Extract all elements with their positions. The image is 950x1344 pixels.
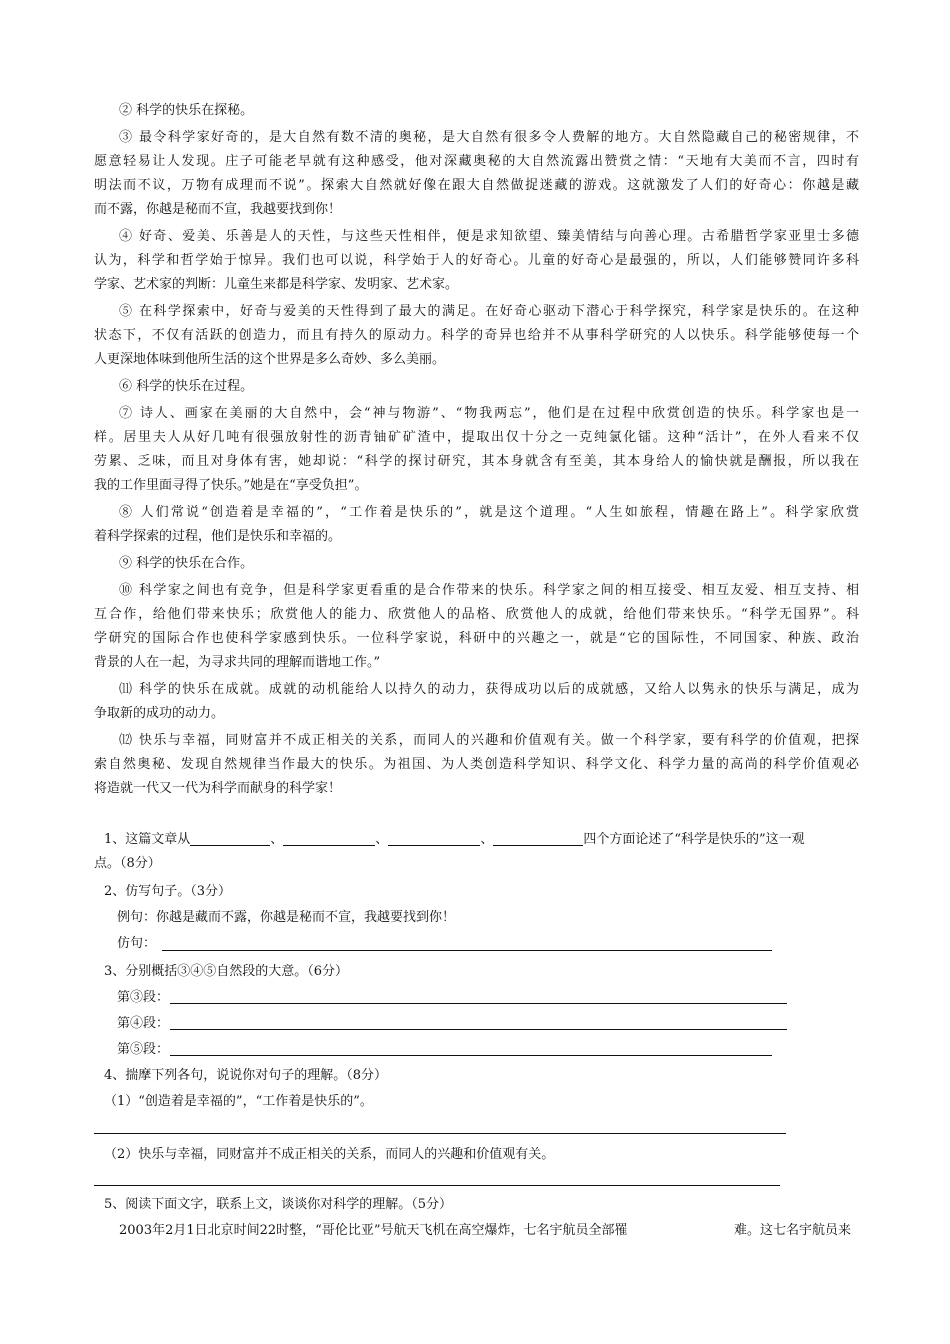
paragraph-3-line-2: 愿意轻易让人发现。庄子可能老早就有这种感受，他对深藏奥秘的大自然流露出赞赏之情：“天地有大美而不言，四时有 — [94, 154, 859, 169]
question-3-answer-line-5[interactable] — [170, 1055, 772, 1056]
paragraph-6: ⑥ 科学的快乐在过程。 — [119, 379, 254, 394]
paragraph-11-line-1: ⑾ 科学的快乐在成就。成就的动机能给人以持久的动力，获得成功以后的成就感，又给人以隽永的快乐与满足，成为 — [119, 682, 859, 697]
paragraph-3-line-4: 而不露，你越是秘而不宣，我越要找到你！ — [94, 202, 342, 217]
question-3-answer-line-3[interactable] — [170, 1003, 787, 1004]
paragraph-5-line-3: 人更深地体味到他所生活的这个世界是多么奇妙、多么美丽。 — [94, 352, 446, 367]
paragraph-5-line-1: ⑤ 在科学探索中，好奇与爱美的天性得到了最大的满足。在好奇心驱动下潜心于科学探究，科学家是快乐的。在这种 — [119, 304, 859, 319]
question-1 — [104, 828, 805, 852]
paragraph-2: ② 科学的快乐在探秘。 — [119, 103, 254, 118]
paragraph-8-line-2: 着科学探索的过程，他们是快乐和幸福的。 — [94, 529, 342, 544]
paragraph-7-line-1: ⑦ 诗人、画家在美丽的大自然中，会“神与物游”、“物我两忘”，他们是在过程中欣赏创造的快乐。科学家也是一 — [119, 406, 859, 421]
question-2-answer-label: 仿句： — [117, 936, 157, 951]
paragraph-7-line-3: 劳累、乏味，而且对身体有害，她却说：“科学的探讨研究，其本身就含有至美，其本身给人的愉快就是酬报，所以我在 — [94, 454, 859, 469]
paragraph-4-line-1: ④ 好奇、爱美、乐善是人的天性，与这些天性相伴，便是求知欲望、臻美情结与向善心理。古希腊哲学家亚里士多德 — [119, 229, 859, 244]
paragraph-11-line-2: 争取新的成功的动力。 — [94, 706, 225, 721]
paragraph-5-line-2: 状态下，不仅有活跃的创造力，而且有持久的原动力。科学的奇异也给并不从事科学研究的人以快乐。科学能够使每一个 — [94, 328, 859, 343]
question-2-title: 2、仿写句子。（3分） — [104, 884, 232, 899]
question-2-example: 例句：你越是藏而不露，你越是秘而不宣，我越要找到你！ — [117, 910, 456, 925]
question-1-separator: 、 — [270, 832, 284, 847]
question-4-title: 4、揣摩下列各句，说说你对句子的理解。（8分） — [104, 1068, 388, 1083]
question-3-label-3: 第③段： — [117, 990, 170, 1005]
answer-blank-2[interactable] — [283, 829, 375, 846]
paragraph-4-line-3: 学家、艺术家的判断：儿童生来都是科学家、发明家、艺术家。 — [94, 277, 459, 292]
paragraph-10-line-4: 背景的人在一起，为寻求共同的理解而谐地工作。” — [94, 655, 381, 670]
question-5-passage-part-1: 2003年2月1日北京时间22时整，“哥伦比亚”号航天飞机在高空爆炸，七名宇航员全部罹 — [119, 1223, 628, 1238]
question-1-prefix: 1、这篇文章从 — [104, 832, 191, 847]
question-1-continuation: 点。（8分） — [94, 856, 161, 871]
answer-blank-1[interactable] — [190, 829, 270, 846]
question-4-sentence-1: （1）“创造着是幸福的”，“工作着是快乐的”。 — [104, 1094, 373, 1109]
question-3-answer-line-4[interactable] — [170, 1029, 787, 1030]
question-4-sentence-2: （2）快乐与幸福，同财富并不成正相关的关系，而同人的兴趣和价值观有关。 — [104, 1147, 555, 1162]
paragraph-7-line-4: 我的工作里面寻得了快乐。”她是在“享受负担”。 — [94, 478, 368, 493]
paragraph-3-line-3: 明法而不议，万物有成理而不说”。探索大自然就好像在跟大自然做捉迷藏的游戏。这就激发了人们的好奇心：你越是藏 — [94, 178, 859, 193]
paragraph-4-line-2: 认为，科学和哲学始于惊异。我们也可以说，科学始于人的好奇心。儿童的好奇心是最强的，所以，人们能够赞同许多科 — [94, 253, 859, 268]
question-1-separator: 、 — [375, 832, 389, 847]
paragraph-10-line-1: ⑩ 科学家之间也有竞争，但是科学家更看重的是合作带来的快乐。科学家之间的相互接受、相互友爱、相互支持、相 — [119, 583, 859, 598]
paragraph-12-line-1: ⑿ 快乐与幸福，同财富并不成正相关的关系，而同人的兴趣和价值观有关。做一个科学家，要有科学的价值观，把探 — [119, 733, 859, 748]
answer-blank-3[interactable] — [388, 829, 480, 846]
paragraph-3-line-1: ③ 最令科学家好奇的，是大自然有数不清的奥秘，是大自然有很多令人费解的地方。大自然隐藏自己的秘密规律，不 — [119, 130, 859, 145]
paragraph-7-line-2: 样。居里夫人从好几吨有很强放射性的沥青铀矿矿渣中，提取出仅十分之一克纯氯化镭。这种“活计”，在外人看来不仅 — [94, 430, 859, 445]
question-4-answer-line-1[interactable] — [94, 1133, 786, 1134]
question-3-title: 3、分别概括③④⑤自然段的大意。（6分） — [104, 964, 349, 979]
question-1-suffix: 四个方面论述了“科学是快乐的”这一观 — [583, 832, 805, 847]
paragraph-12-line-3: 将造就一代又一代为科学而献身的科学家！ — [94, 781, 342, 796]
paragraph-12-line-2: 索自然奥秘、发现自然规律当作最大的快乐。为祖国、为人类创造科学知识、科学文化、科学力量的高尚的科学价值观必 — [94, 757, 859, 772]
paragraph-8-line-1: ⑧ 人们常说“创造着是幸福的”，“工作着是快乐的”，就是这个道理。“人生如旅程，情趣在路上”。科学家欣赏 — [119, 505, 859, 520]
paragraph-10-line-2: 互合作，给他们带来快乐；欣赏他人的能力、欣赏他人的品格、欣赏他人的成就，给他们带来快乐。“科学无国界”。科 — [94, 607, 859, 622]
answer-blank-4[interactable] — [493, 829, 583, 846]
question-2-answer-line[interactable] — [162, 950, 772, 951]
question-5-title: 5、阅读下面文字，联系上文，谈谈你对科学的理解。（5分） — [104, 1197, 453, 1212]
paragraph-9: ⑨ 科学的快乐在合作。 — [119, 556, 254, 571]
question-5-passage-part-2: 难。这七名宇航员来 — [734, 1223, 852, 1238]
question-4-answer-line-2[interactable] — [94, 1185, 780, 1186]
question-1-separator: 、 — [480, 832, 494, 847]
paragraph-10-line-3: 学研究的国际合作也使科学家感到快乐。一位科学家说，科研中的兴趣之一，就是“它的国际性，不同国家、种族、政治 — [94, 631, 859, 646]
question-3-label-5: 第⑤段： — [117, 1042, 170, 1057]
question-3-label-4: 第④段： — [117, 1016, 170, 1031]
